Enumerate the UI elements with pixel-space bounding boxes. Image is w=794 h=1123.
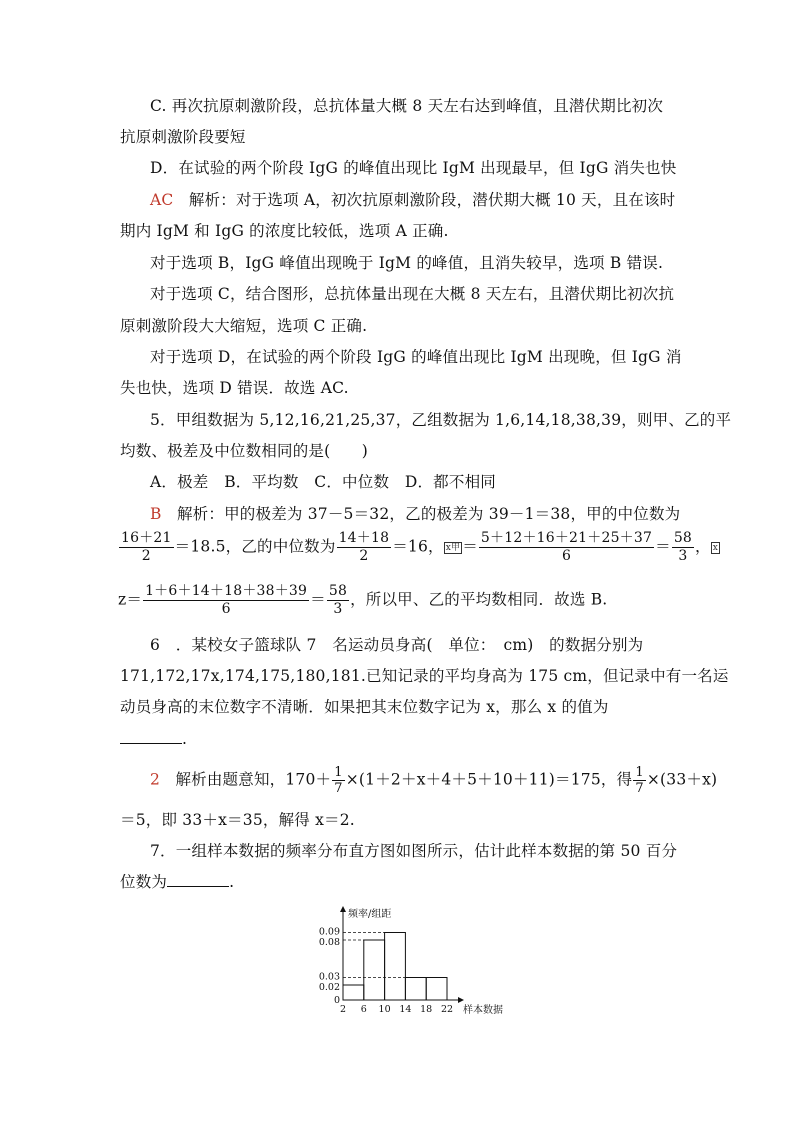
fraction-denominator: 2 bbox=[359, 548, 369, 564]
histogram-bar bbox=[385, 933, 406, 1001]
q6-solution-line2: ＝5，即 33＋x＝35，解得 x＝2. bbox=[120, 811, 355, 829]
answer-label: 2 bbox=[150, 770, 161, 789]
histogram-bar bbox=[343, 985, 364, 1000]
q5-solution-line2 bbox=[118, 530, 720, 565]
q6-line3: 动员身高的末位数字不清晰．如果把其末位数字记为 x，那么 x 的值为 bbox=[120, 698, 609, 716]
x-tick-label: 10 bbox=[378, 1004, 391, 1015]
y-tick-label: 0.09 bbox=[318, 926, 340, 938]
histogram-bar bbox=[405, 978, 426, 1001]
q6-line4 bbox=[120, 729, 187, 749]
q7-line2 bbox=[120, 872, 234, 892]
analysis-text: ：甲的极差为 37－5＝32，乙的极差为 39－1＝38，甲的中位数为 bbox=[208, 505, 681, 523]
q5-line2: 均数、极差及中位数相同的是( ) bbox=[120, 442, 368, 460]
q4-solution-line2: 期内 IgM 和 IgG 的浓度比较低，选项 A 正确. bbox=[120, 222, 449, 240]
text-span: 位数为 bbox=[120, 873, 168, 891]
x-tick-label: 2 bbox=[339, 1004, 347, 1015]
fraction-denominator: 7 bbox=[334, 781, 343, 796]
fraction-numerator: 5＋12＋16＋21＋25＋37 bbox=[480, 530, 653, 546]
q4-solution-line6: 对于选项 D，在试验的两个阶段 IgG 的峰值出现比 IgM 出现晚，但 IgG 消 bbox=[150, 348, 682, 366]
y-axis-arrow-icon bbox=[340, 906, 346, 912]
analysis-text: ：对于选项 A，初次抗原刺激阶段，潜伏期大概 10 天，且在该时 bbox=[220, 191, 676, 209]
text-span: ＝ bbox=[462, 537, 478, 556]
fraction bbox=[119, 530, 174, 565]
q5-options: A．极差 B．平均数 C．中位数 D．都不相同 bbox=[150, 473, 496, 491]
q5-line1: 5．甲组数据为 5,12,16,21,25,37，乙组数据为 1,6,14,18,38,39，则甲、乙的平 bbox=[150, 411, 732, 429]
fraction-denominator: 6 bbox=[221, 601, 231, 617]
fraction bbox=[633, 765, 645, 796]
q6-line2: 171,172,17x,174,175,180,181.已知记录的平均身高为 175 cm，但记录中有一名运 bbox=[120, 667, 729, 685]
text-span: . bbox=[229, 873, 235, 891]
option-c-line2: 抗原刺激阶段要短 bbox=[120, 128, 246, 146]
text-span: ×(33＋x) bbox=[646, 770, 718, 789]
q5-solution-line3 bbox=[118, 583, 607, 618]
x-tick-label: 6 bbox=[360, 1004, 367, 1015]
y-tick-label: 0.08 bbox=[318, 937, 340, 948]
fraction-numerator: 1 bbox=[334, 765, 343, 780]
q6-line1: 6 ．某校女子篮球队 7 名运动员身高( 单位： cm) 的数据分别为 bbox=[150, 636, 644, 654]
answer-label: AC bbox=[150, 191, 174, 209]
fraction-denominator: 7 bbox=[635, 781, 644, 796]
analysis-label: 解析 bbox=[176, 505, 209, 523]
fraction-numerator: 14＋18 bbox=[338, 530, 390, 546]
x-axis-label: 样本数据 bbox=[463, 1005, 503, 1016]
x-tick-label: 14 bbox=[399, 1004, 412, 1015]
answer-blank bbox=[120, 729, 182, 744]
text-span: ＝ bbox=[310, 590, 326, 609]
x-tick-label: 18 bbox=[420, 1004, 433, 1015]
q4-solution-line4: 对于选项 C，结合图形，总抗体量出现在大概 8 天左右，且潜伏期比初次抗 bbox=[150, 285, 675, 303]
q4-solution-line7: 失也快，选项 D 错误．故选 AC. bbox=[120, 379, 349, 397]
text-span: ×(1＋2＋x＋4＋5＋10＋11)＝175，得 bbox=[345, 770, 633, 789]
fraction-denominator: 6 bbox=[561, 548, 572, 564]
analysis-label: 解析 bbox=[188, 191, 221, 209]
option-c-line1: C. 再次抗原刺激阶段，总抗体量大概 8 天左右达到峰值，且潜伏期比初次 bbox=[150, 97, 664, 115]
fraction-denominator: 2 bbox=[141, 548, 151, 564]
fraction-numerator: 58 bbox=[673, 530, 693, 546]
text-span: . bbox=[182, 730, 188, 748]
histogram-bar bbox=[426, 978, 447, 1001]
histogram-bar bbox=[364, 940, 385, 1000]
y-tick-label: 0 bbox=[333, 995, 340, 1006]
fraction bbox=[332, 765, 344, 796]
fraction-numerator: 16＋21 bbox=[121, 530, 172, 546]
fraction-denominator: 3 bbox=[678, 548, 688, 564]
fraction-numerator: 1＋6＋14＋18＋38＋39 bbox=[145, 583, 308, 599]
mean-symbol-icon: x甲 bbox=[445, 542, 461, 553]
mean-symbol-icon: x bbox=[712, 542, 719, 553]
fraction bbox=[479, 530, 654, 565]
q5-solution-line1 bbox=[150, 504, 680, 524]
fraction bbox=[672, 530, 694, 565]
fraction bbox=[337, 530, 392, 565]
y-tick-label: 0.02 bbox=[318, 982, 340, 993]
analysis-label: 解析 bbox=[175, 770, 207, 789]
fraction bbox=[143, 583, 309, 618]
frequency-histogram bbox=[318, 904, 518, 1016]
x-axis-arrow-icon bbox=[458, 997, 464, 1003]
q7-line1: 7．一组样本数据的频率分布直方图如图所示，估计此样本数据的第 50 百分 bbox=[150, 842, 678, 860]
y-axis-label: 频率/组距 bbox=[348, 909, 392, 920]
text-span: ， bbox=[695, 537, 711, 556]
text-span: ＝ bbox=[655, 537, 671, 556]
option-d-line: D．在试验的两个阶段 IgG 的峰值出现比 IgM 出现最早，但 IgG 消失也快 bbox=[150, 159, 677, 177]
fraction-numerator: 58 bbox=[328, 583, 348, 599]
answer-label: B bbox=[150, 505, 162, 523]
q4-solution-line3: 对于选项 B，IgG 峰值出现晚于 IgM 的峰值，且消失较早，选项 B 错误. bbox=[150, 254, 664, 272]
fraction bbox=[327, 583, 349, 618]
answer-blank bbox=[167, 872, 229, 887]
fraction-numerator: 1 bbox=[635, 765, 644, 780]
text-span: ＝18.5，乙的中位数为 bbox=[174, 537, 336, 556]
text-span: ＝16， bbox=[392, 537, 444, 556]
x-tick-label: 22 bbox=[440, 1004, 454, 1015]
text-span: ，所以甲、乙的平均数相同．故选 B. bbox=[350, 590, 608, 609]
text-span: 由题意知，170＋ bbox=[206, 770, 332, 789]
text-span: z＝ bbox=[118, 590, 143, 609]
q4-solution-line5: 原刺激阶段大大缩短，选项 C 正确. bbox=[120, 317, 368, 335]
q4-solution-line1 bbox=[150, 190, 675, 210]
y-tick-label: 0.03 bbox=[318, 971, 340, 983]
fraction-denominator: 3 bbox=[333, 601, 343, 617]
q6-solution-line1 bbox=[150, 765, 717, 796]
